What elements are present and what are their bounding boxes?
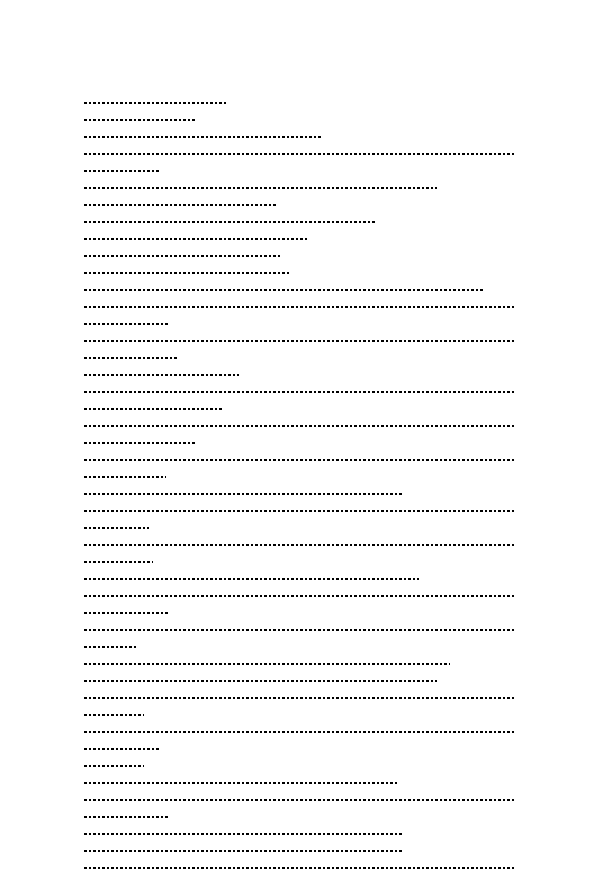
text-line — [84, 691, 514, 705]
text-line-placeholder — [84, 459, 514, 461]
text-line-placeholder — [84, 187, 437, 189]
text-line-placeholder — [84, 595, 514, 597]
text-line-placeholder — [84, 289, 484, 291]
text-line-placeholder — [84, 408, 222, 410]
text-line — [84, 538, 514, 552]
text-line — [84, 810, 514, 824]
text-line-placeholder — [84, 493, 402, 495]
text-line-placeholder — [84, 442, 196, 444]
text-line — [84, 844, 514, 858]
text-line-placeholder — [84, 663, 450, 665]
text-line — [84, 623, 514, 637]
text-line-placeholder — [84, 374, 239, 376]
text-line-placeholder — [84, 765, 144, 767]
text-line — [84, 606, 514, 620]
text-line — [84, 113, 514, 127]
text-line — [84, 793, 514, 807]
text-line-placeholder — [84, 153, 514, 155]
text-line-placeholder — [84, 340, 514, 342]
text-line — [84, 742, 514, 756]
text-line-placeholder — [84, 272, 290, 274]
text-line — [84, 589, 514, 603]
text-line-placeholder — [84, 323, 170, 325]
text-line — [84, 385, 514, 399]
text-line-placeholder — [84, 527, 149, 529]
text-line — [84, 283, 514, 297]
text-line-placeholder — [84, 867, 514, 869]
text-line-placeholder — [84, 612, 170, 614]
text-line-placeholder — [84, 102, 226, 104]
text-line — [84, 827, 514, 841]
text-line-placeholder — [84, 561, 153, 563]
text-line-placeholder — [84, 816, 170, 818]
text-line — [84, 776, 514, 790]
text-line-placeholder — [84, 119, 196, 121]
text-line-placeholder — [84, 306, 514, 308]
text-line — [84, 181, 514, 195]
body-text — [84, 96, 514, 878]
text-line-placeholder — [84, 255, 282, 257]
text-line — [84, 572, 514, 586]
text-line — [84, 215, 514, 229]
text-line — [84, 521, 514, 535]
text-line — [84, 861, 514, 875]
text-line-placeholder — [84, 833, 402, 835]
text-line — [84, 96, 514, 110]
text-line — [84, 402, 514, 416]
text-line — [84, 487, 514, 501]
text-line-placeholder — [84, 510, 514, 512]
text-line-placeholder — [84, 799, 514, 801]
text-line — [84, 164, 514, 178]
text-line-placeholder — [84, 238, 308, 240]
text-line — [84, 640, 514, 654]
text-line-placeholder — [84, 578, 419, 580]
text-line — [84, 351, 514, 365]
text-line — [84, 708, 514, 722]
text-line — [84, 147, 514, 161]
text-line-placeholder — [84, 850, 402, 852]
text-line — [84, 759, 514, 773]
text-line — [84, 249, 514, 263]
text-line — [84, 453, 514, 467]
text-line-placeholder — [84, 782, 398, 784]
text-line-placeholder — [84, 629, 514, 631]
text-line — [84, 130, 514, 144]
text-line — [84, 470, 514, 484]
text-line-placeholder — [84, 680, 437, 682]
text-line-placeholder — [84, 646, 136, 648]
text-line-placeholder — [84, 748, 161, 750]
text-line-placeholder — [84, 731, 514, 733]
text-line-placeholder — [84, 476, 166, 478]
text-line-placeholder — [84, 697, 514, 699]
text-line-placeholder — [84, 170, 161, 172]
text-line — [84, 317, 514, 331]
text-line-placeholder — [84, 425, 514, 427]
text-line — [84, 334, 514, 348]
text-line-placeholder — [84, 391, 514, 393]
text-line — [84, 504, 514, 518]
text-line-placeholder — [84, 544, 514, 546]
text-line — [84, 725, 514, 739]
text-line — [84, 436, 514, 450]
text-line — [84, 300, 514, 314]
text-line-placeholder — [84, 357, 179, 359]
text-line — [84, 555, 514, 569]
text-line-placeholder — [84, 136, 321, 138]
text-line-placeholder — [84, 221, 376, 223]
text-line — [84, 674, 514, 688]
text-line — [84, 368, 514, 382]
text-line — [84, 266, 514, 280]
text-line — [84, 657, 514, 671]
text-line — [84, 419, 514, 433]
text-line — [84, 198, 514, 212]
text-line — [84, 232, 514, 246]
text-line-placeholder — [84, 204, 278, 206]
text-line-placeholder — [84, 714, 144, 716]
